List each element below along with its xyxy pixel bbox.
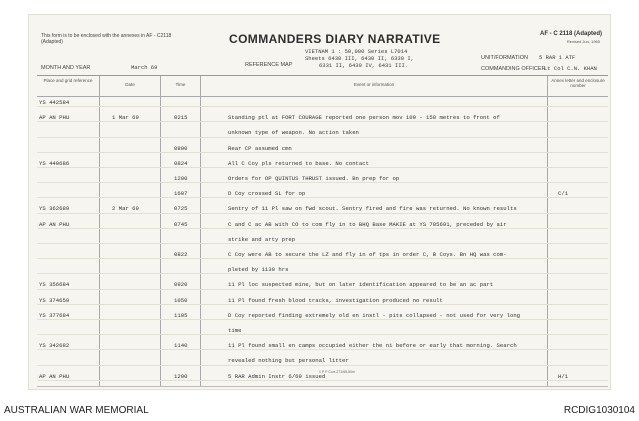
print-code: 1 P P Corr-271/65-50m xyxy=(319,370,356,374)
cell-time: 1050 xyxy=(174,296,188,304)
diary-table xyxy=(37,75,608,387)
cell-time: 0920 xyxy=(174,281,188,289)
cell-ref: YS 374659 xyxy=(39,296,70,304)
cell-event: C and C ac AB with CO to com fly in to BHQ Base MAKIE at YS 785691, preceded by air xyxy=(228,220,507,228)
diary-sheet xyxy=(28,14,611,390)
table-row xyxy=(37,305,608,320)
reference-line: VIETNAM 1 : 50,000 Series L7014 xyxy=(305,48,408,55)
cell-ref: YS 377684 xyxy=(39,311,70,319)
table-row xyxy=(37,168,608,183)
table-row xyxy=(37,274,608,289)
cell-event: 11 Pl loc suspected mine, but on later identification appeared to be an ac part xyxy=(228,281,494,289)
table-row xyxy=(37,259,608,274)
cell-event: unknown type of weapon. No action taken xyxy=(228,129,359,137)
table-row xyxy=(37,335,608,350)
cell-ref: AP AN PHU xyxy=(39,372,70,380)
table-row xyxy=(37,290,608,305)
cell-event: C Coy were AB to secure the LZ and fly in of tps in order C, B Coys. Bn HQ was com- xyxy=(228,251,507,258)
table-row xyxy=(37,122,608,137)
cell-time: 1607 xyxy=(174,190,188,198)
unit-value: 5 RAR 1 ATF xyxy=(539,54,576,61)
table-row xyxy=(37,229,608,244)
cell-time: 0215 xyxy=(174,114,188,122)
reference-line: Sheets 6430 III, 6430 II, 6330 I, xyxy=(305,55,414,62)
cell-date: 1 Mar 69 xyxy=(112,114,139,122)
month-year-value: March 69 xyxy=(131,64,158,71)
table-row xyxy=(37,183,608,198)
cell-time: 0822 xyxy=(174,251,188,258)
archive-id: RCDIG1030104 xyxy=(563,405,635,416)
reference-map-block xyxy=(305,48,414,69)
cell-time: 0725 xyxy=(174,205,188,213)
cell-annex: C/1 xyxy=(558,190,569,198)
commanding-officer-label: COMMANDING OFFICER xyxy=(481,66,546,72)
cell-event: Orders for OP QUINTUS THRUST issued. Bn prep for op xyxy=(228,175,400,182)
cell-ref: YS 442584 xyxy=(39,99,70,106)
cell-time: 1200 xyxy=(174,372,188,380)
column-header-ref: Place and grid reference xyxy=(43,78,93,83)
cell-event: time xyxy=(228,327,242,334)
revised-date: Revised Jun, 1965 xyxy=(566,39,600,44)
table-row xyxy=(37,214,608,229)
table-row xyxy=(37,320,608,335)
cell-event: Rear CP assumed cmn xyxy=(228,144,292,152)
cell-ref: AP AN PHU xyxy=(39,220,70,228)
table-row xyxy=(37,92,608,107)
column-header-time: Time xyxy=(175,82,186,87)
month-year-label: MONTH AND YEAR xyxy=(41,65,91,71)
cell-event: pleted by 1130 hrs xyxy=(228,266,289,274)
table-row xyxy=(37,153,608,168)
reference-map-label: REFERENCE MAP xyxy=(245,62,293,68)
cell-ref: YS 362689 xyxy=(39,205,70,213)
table-row xyxy=(37,244,608,259)
table-row xyxy=(37,350,608,365)
cell-event: Standing ptl at FORT COURAGE reported one person mov 100 - 150 metres to front of xyxy=(228,114,500,122)
cell-time: 1140 xyxy=(174,342,188,350)
cell-time: 0800 xyxy=(174,144,188,152)
cell-time: 1200 xyxy=(174,175,188,182)
cell-annex: H/1 xyxy=(558,372,569,380)
cell-event: 5 RAR Admin Instr 6/69 issued xyxy=(228,372,326,380)
cell-date: 2 Mar 69 xyxy=(112,205,139,213)
archive-caption: AUSTRALIAN WAR MEMORIAL xyxy=(4,405,149,416)
cell-time: 1105 xyxy=(174,311,188,319)
form-number: AF - C 2118 (Adapted) xyxy=(539,31,602,37)
form-note: This form is to be enclosed with the annexes in AF - C2118 (Adapted) xyxy=(41,33,172,45)
table-row xyxy=(37,107,608,122)
cell-ref: YS 356684 xyxy=(39,281,70,289)
page-title: COMMANDERS DIARY NARRATIVE xyxy=(229,32,441,46)
cell-event: D Coy crossed SL for op xyxy=(228,190,306,198)
cell-ref: AP AN PHU xyxy=(39,114,70,122)
cell-event: 11 Pl found fresh blood tracks, investigation produced no result xyxy=(228,296,443,304)
commanding-officer-value: Lt Col C.N. KHAN xyxy=(544,65,597,72)
cell-event: revealed nothing but personal litter xyxy=(228,357,349,365)
cell-event: strike and arty prep xyxy=(228,235,296,243)
column-header-annex: Annex letter and enclosure number xyxy=(551,78,605,88)
column-header-date: Date xyxy=(125,82,135,87)
cell-event: 11 Pl found small en camps occupied either the ni before or early that morning. Search xyxy=(228,342,517,350)
table-row xyxy=(37,198,608,213)
cell-event: D Coy reported finding extremely old en instl - pits collapsed - not used for very long xyxy=(228,311,521,319)
cell-time: 0745 xyxy=(174,220,188,228)
unit-label: UNIT/FORMATION xyxy=(481,55,528,61)
cell-ref: YS 440686 xyxy=(39,159,70,167)
cell-time: 0824 xyxy=(174,159,188,167)
cell-ref: YS 342682 xyxy=(39,342,70,350)
cell-event: All C Coy pls returned to base. No contact xyxy=(228,159,369,167)
column-header-event: Event or information xyxy=(353,82,395,87)
table-row xyxy=(37,138,608,153)
reference-line: 6331 II, 6430 IV, 6431 III. xyxy=(319,62,409,69)
cell-event: Sentry of 11 Pl saw on fwd scout. Sentry fired and fire was returned. No known results xyxy=(228,205,517,213)
